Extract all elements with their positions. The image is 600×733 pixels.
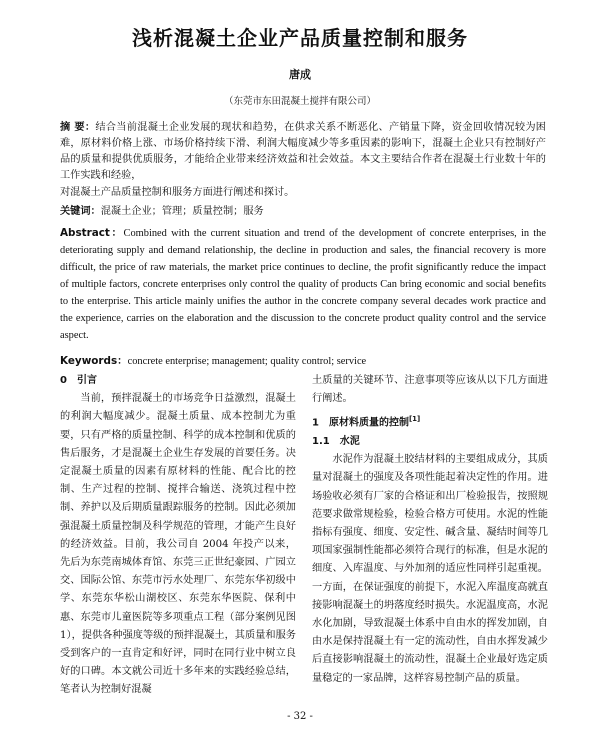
citation-ref: [1] [408, 415, 421, 424]
keywords-en-text: concrete enterprise; management; quality control; service [127, 356, 367, 367]
abstract-en-label: Abstract： [60, 227, 124, 239]
section-1-1-heading: 1.1 水泥 [312, 435, 360, 447]
section-1-heading [312, 410, 548, 433]
keywords-en-label: Keywords： [60, 355, 128, 367]
keywords-en [60, 353, 546, 370]
keywords-cn-label: 关键词： [60, 206, 101, 217]
abstract-cn-text: 结合当前混凝土企业发展的现状和趋势，在供求关系不断恶化、产销量下降，资金回收情况较为困难，原材料价格上涨、市场价格持续下滑、利润大幅度减少等多重因素的影响下，混凝土企业只有控制好产品的质量和提供优质服务，才能给企业带来经济效益和社会效益。本文主要结合作者在混凝土行业数十年的工作实践和经验， [60, 122, 546, 181]
abstract-cn-line2: 对混凝土产品质量控制和服务方面进行阐述和探讨。 [60, 187, 295, 198]
abstract-cn-label: 摘 要： [60, 122, 96, 133]
abstract-en-text: Combined with the current situation and trend of the development of concrete enterprises, in the deteriorating supply and demand relationship, the decline in production and sales, the financial recovery is more difficult, the price of raw materials, the market price continues to decline, the profit significantly reduce the impact of multiple factors, concrete enterprises only control the quality of products Can bring economic and social benefits to the enterprise. This article mainly unifies the author in the concrete company several decades work practice and the experience, carries on the elaboration and the discussion to the concrete product quality control and the service aspect. [60, 228, 546, 341]
abstract-cn [60, 120, 546, 184]
intro-paragraph-continued: 土质量的关键环节、注意事项等应该从以下几方面进行阐述。 [312, 375, 548, 405]
author-name: 唐成 [289, 68, 311, 81]
right-column [312, 372, 548, 688]
intro-paragraph: 当前，预拌混凝土的市场竞争日益激烈，混凝土的利润大幅度减少。混凝土质量、成本控制尤为重要，只有严格的质量控制、科学的成本控制和优质的售后服务，才是混凝土企业生存发展的首要任务。决定混凝土质量的因素有原材料的性能、配合比的控制、生产过程的控制、搅拌合输送、浇筑过程中控制、养护以及后期质量跟踪服务的控制。因此必须加强混凝土质量控制及科学规范的管理，才能产生良好的经济效益。目前，我公司自 2004 年投产以来，先后为东莞南城体育馆、东莞三正世纪豪园、广园立交、国际公馆、东莞市污水处理厂、东莞东华初级中学、东莞东华松山湖校区、东莞东华医院、保利中惠、东莞市儿童医院等多项重点工程（部分案例见图 1），提供各种强度等级的预拌混凝土，其质量和服务受到客户的一直肯定和好评，同时在同行业中树立良好的口碑。本文就公司近十多年来的实践经验总结，笔者认为控制好混凝 [60, 393, 296, 696]
author-affiliation: （东莞市东田混凝土搅拌有限公司） [223, 96, 376, 107]
section-0-heading: 0 引言 [60, 375, 97, 386]
keywords-cn [60, 204, 546, 220]
cement-paragraph: 水泥作为混凝土胶结材料的主要组成成分，其质量对混凝土的强度及各项性能起着决定性的作用。进场验收必须有厂家的合格证和出厂检验报告，按照规范要求做常规检验，检验合格方可使用。水泥的性能指标有强度、细度、安定性、碱含量、凝结时间等几项国家强制性能都必须符合现行的标准，但是水泥的细度、入库温度、与外加剂的适应性同样引起重视。一方面，在保证强度的前提下，水泥入库温度高就直接影响混凝土的坍落度经时损失。水泥温度高，水泥水化加剧，导致混凝土体系中自由水的挥发加剧，自由水是保持混凝土有一定的流动性，自由水挥发减少后直接影响混凝土的流动性，混凝土企业最好选定质量稳定的一家品牌，这样容易控制产品的质量。 [312, 454, 548, 684]
keywords-cn-text: 混凝土企业；管理；质量控制；服务 [100, 206, 264, 217]
section-1-heading-text: 1 原材料质量的控制 [312, 417, 409, 429]
abstract-en [60, 225, 546, 344]
paper-title: 浅析混凝土企业产品质量控制和服务 [132, 26, 468, 50]
page-number: - 32 - [287, 711, 313, 722]
left-column [60, 372, 296, 700]
